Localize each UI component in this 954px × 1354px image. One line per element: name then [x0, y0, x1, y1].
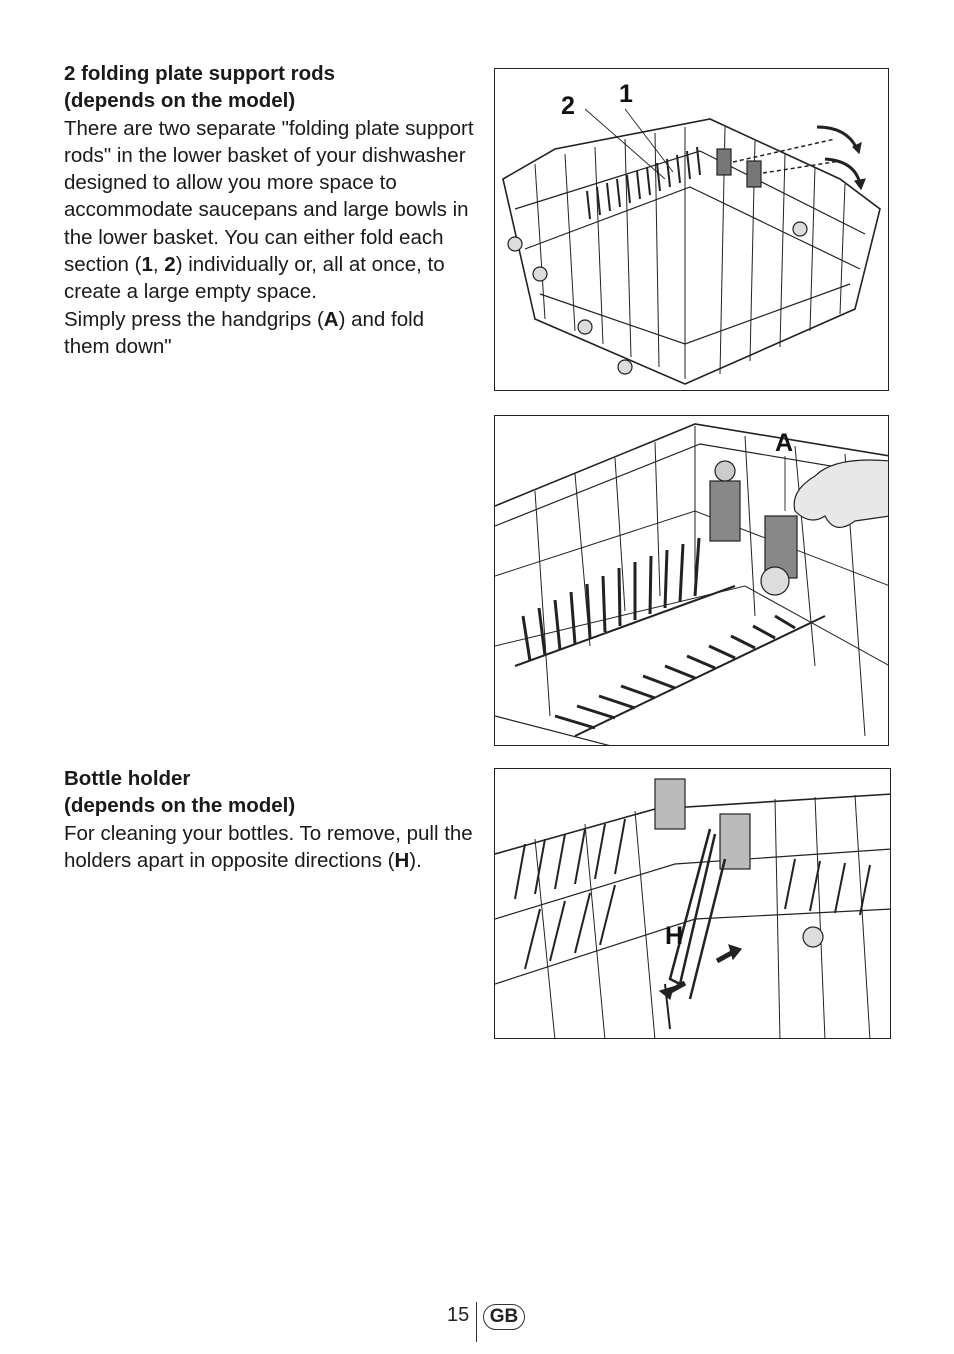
callout-label-h: H [665, 922, 684, 950]
callout-label-a: A [775, 429, 794, 457]
section-subheading: (depends on the model) [64, 794, 296, 818]
footer-divider [476, 1302, 477, 1342]
section-instruction: Simply press the handgrips (A) and fold them down" [64, 307, 425, 358]
callout-label-2: 2 [561, 92, 575, 120]
section-heading: 2 folding plate support rods [64, 62, 336, 85]
handgrip-detail-illustration [494, 415, 889, 746]
section-body: There are two separate "folding plate support rods" in the lower basket of your dishwasher designed to allow you more space to accommodate saucepans and large bowls in the lower basket. You can either fold each section (1, 2) individually or, all at once, to create a large empty space. [64, 116, 474, 304]
callout-label-1: 1 [619, 80, 633, 108]
bottle-holder-section [64, 765, 474, 874]
page-number: 15 [447, 1304, 470, 1326]
folding-rods-section [64, 60, 474, 360]
page-footer [0, 1302, 954, 1342]
section-heading: Bottle holder [64, 767, 191, 790]
lower-basket-illustration [494, 68, 889, 391]
bottle-holder-illustration [494, 768, 891, 1039]
language-badge: GB [483, 1304, 525, 1330]
section-body: For cleaning your bottles. To remove, pull the holders apart in opposite directions (H). [64, 821, 473, 872]
section-subheading: (depends on the model) [64, 89, 296, 113]
